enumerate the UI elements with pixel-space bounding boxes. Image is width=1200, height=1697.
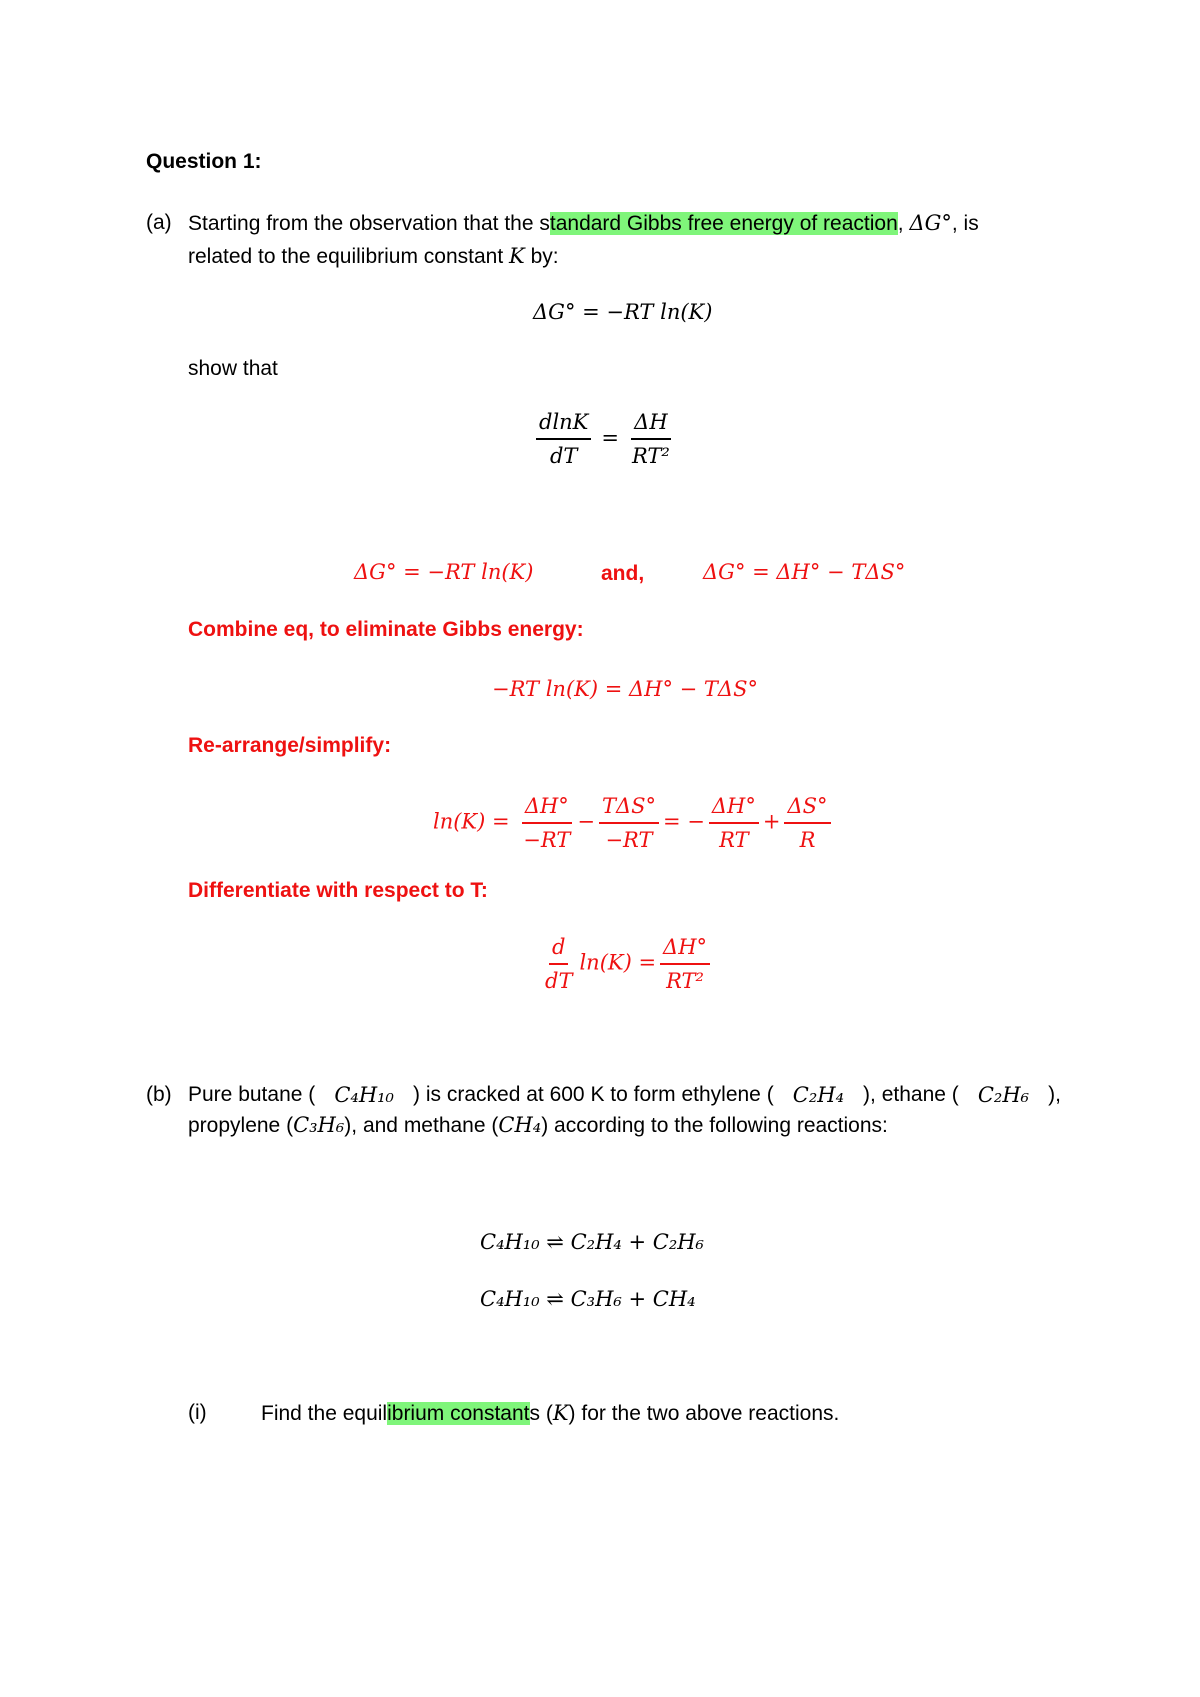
part-i-mid: s ( — [529, 1402, 553, 1425]
equals-sign: = — [601, 425, 619, 450]
part-i-marker: (i) — [188, 1401, 207, 1424]
fraction-dh-rt2 — [629, 408, 673, 470]
show-that-label: show that — [188, 357, 278, 380]
part-a-line-2 — [188, 243, 559, 270]
fraction-numerator: ΔH° — [522, 792, 572, 824]
combined-equation: −RT ln(K) = ΔH° − TΔS° — [492, 677, 758, 701]
equals-minus: = − — [663, 809, 705, 834]
question-title: Question 1: — [146, 150, 262, 173]
fraction-denominator: R — [799, 828, 816, 852]
formula-butane: C₄H₁₀ — [334, 1083, 394, 1107]
formula-methane: CH₄ — [498, 1113, 542, 1137]
part-a-marker: (a) — [146, 211, 172, 234]
part-b-text: ) is cracked at 600 K to form ethylene ( — [413, 1083, 774, 1106]
reaction-2: C₄H₁₀ ⇌ C₃H₆ + CH₄ — [480, 1287, 696, 1311]
part-a-line-1 — [188, 210, 979, 237]
fraction-tds-over-neg-rt — [599, 792, 659, 854]
fraction-denominator: −RT — [523, 828, 571, 852]
part-b-line-2 — [188, 1112, 888, 1139]
equation-gibbs-k: ΔG° = −RT ln(K) — [533, 300, 713, 324]
delta-g-symbol: ΔG° — [909, 211, 952, 235]
rearranged-equation — [433, 792, 835, 854]
equation-vant-hoff — [532, 408, 677, 470]
highlighted-phrase: tandard Gibbs free energy of reaction — [549, 212, 898, 235]
part-b-text: propylene ( — [188, 1114, 294, 1137]
fraction-dh-over-rt2 — [660, 933, 710, 995]
step-combine-label: Combine eq, to eliminate Gibbs energy: — [188, 618, 584, 641]
part-i-pre: Find the equil — [261, 1402, 388, 1425]
part-a-comma: , — [897, 212, 904, 235]
fraction-dh-over-rt — [709, 792, 759, 854]
fraction-numerator: ΔH° — [709, 792, 759, 824]
fraction-numerator: d — [549, 933, 568, 965]
part-b-text: ), ethane ( — [863, 1083, 959, 1106]
part-b-text: ) according to the following reactions: — [541, 1114, 888, 1137]
fraction-numerator: dlnK — [536, 408, 591, 440]
k-symbol: K — [552, 1401, 569, 1425]
fraction-d-over-dt — [542, 933, 575, 995]
fraction-ds-over-r — [784, 792, 830, 854]
part-b-text: ), — [1048, 1083, 1061, 1106]
solution-equation-left: ΔG° = −RT ln(K) — [354, 560, 534, 584]
part-a-line-1-post: , is — [951, 212, 979, 235]
and-label: and, — [601, 562, 645, 585]
fraction-numerator: ΔH — [631, 408, 670, 440]
part-b-text: ), and methane ( — [344, 1114, 499, 1137]
ln-k-equals: ln(K) = — [433, 809, 510, 834]
formula-ethane: C₂H₆ — [977, 1083, 1030, 1107]
minus-sign: − — [577, 809, 595, 834]
fraction-dlnk-dt — [536, 408, 591, 470]
fraction-denominator: RT² — [631, 444, 670, 468]
part-b-line-1 — [188, 1082, 1061, 1108]
fraction-dh-over-neg-rt — [520, 792, 573, 854]
fraction-denominator: RT² — [666, 969, 704, 993]
part-i-post: ) for the two above reactions. — [568, 1402, 840, 1425]
fraction-denominator: dT — [545, 969, 573, 993]
part-a-line-2-text: related to the equilibrium constant — [188, 245, 504, 268]
part-a-line-2-post: by: — [530, 245, 559, 268]
plus-sign: + — [762, 809, 781, 834]
highlighted-phrase: ibrium constant — [387, 1402, 530, 1425]
step-rearrange-label: Re-arrange/simplify: — [188, 734, 392, 757]
formula-ethylene: C₂H₄ — [792, 1083, 844, 1107]
part-i-text — [261, 1400, 839, 1427]
step-differentiate-label: Differentiate with respect to T: — [188, 879, 488, 902]
k-symbol: K — [509, 244, 525, 268]
fraction-denominator: RT — [719, 828, 749, 852]
part-b-marker: (b) — [146, 1083, 172, 1106]
fraction-denominator: −RT — [605, 828, 653, 852]
solution-equation-right: ΔG° = ΔH° − TΔS° — [703, 560, 906, 584]
fraction-numerator: ΔS° — [784, 792, 830, 824]
differentiated-equation — [538, 933, 714, 995]
fraction-denominator: dT — [549, 444, 578, 468]
formula-propylene: C₃H₆ — [293, 1113, 345, 1137]
reaction-1: C₄H₁₀ ⇌ C₂H₄ + C₂H₆ — [480, 1230, 704, 1254]
part-a-line-1-pre: Starting from the observation that the s — [188, 212, 550, 235]
fraction-numerator: ΔH° — [660, 933, 710, 965]
part-b-text: Pure butane ( — [188, 1083, 316, 1106]
ln-k-equals: ln(K) = — [579, 950, 657, 975]
fraction-numerator: TΔS° — [599, 792, 659, 824]
